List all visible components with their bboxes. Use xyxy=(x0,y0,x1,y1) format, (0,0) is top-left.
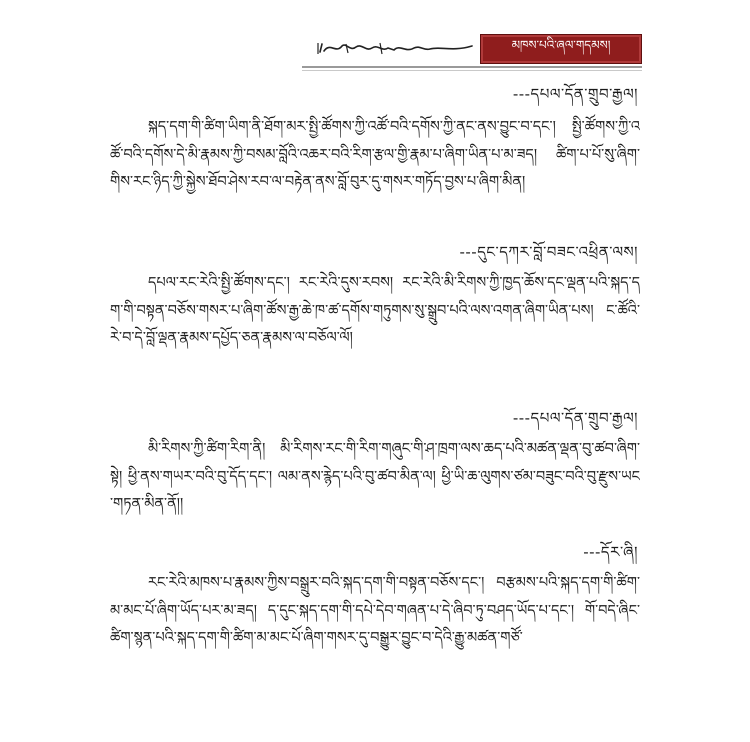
quote-attribution: ---དཔལ་དོན་གྲུབ་རྒྱལ། xyxy=(512,85,638,103)
quote-attribution: ---དཔལ་དོན་གྲུབ་རྒྱལ། xyxy=(512,409,638,427)
quote-attribution: ---དོར་ཞི། xyxy=(583,543,638,561)
page-header xyxy=(300,34,642,68)
quote-paragraph: དཔལ་རང་རེའི་སྤྱི་ཚོགས་དང་། རང་རེའི་དུས་རབས། རང་རེའི་མི་རིགས་ཀྱི་ཁྱད་ཆོས་དང་ལྡན་པའི་སྐད་དག་གི་བསྟན་བཅོས་གསར་པ་ཞིག་ཚོས་རྒྱ་ཆེ་ཁ་ཚ་དགོས་གཏུགས་སུ་སྒྲུབ་པའི་ལས་འགན་ཞིག་ཡིན་པས། ང་ཚོའི་རེ་བ་དེ་བློ་ལྡན་རྣམས་དཔྱོད་ཅན་རྣམས་ལ་བཅོལ་ལོ། xyxy=(110,275,640,346)
quote-paragraph: མི་རིགས་ཀྱི་ཚིག་རིག་ནི། མི་རིགས་རང་གི་རིག་གཞུང་གི་ཤ་ཁྲག་ལས་ཆད་པའི་མཚན་ལྡན་བུ་ཚབ་ཞིག་སྟེ། ཕྱི་ནས་གཡར་བའི་བུ་དོད་དང་། ལམ་ནས་རྙེད་པའི་བུ་ཚབ་མིན་ལ། ཕྱི་ཡི་ཆ་ལུགས་ཙམ་བཟུང་བའི་བུ་རྫུས་ཡང་གཏན་མིན་ནོ།། xyxy=(110,441,640,512)
quote-paragraph: སྐད་དག་གི་ཚིག་ཡིག་ནི་ཐོག་མར་སྤྱི་ཚོགས་ཀྱི་འཚོ་བའི་དགོས་ཀྱི་ནང་ནས་བྱུང་བ་དང་། སྤྱི་ཚོགས་ཀྱི་འཚོ་བའི་དགོས་དེ་མི་རྣམས་ཀྱི་བསམ་བློའི་འཆར་བའི་རིག་རྩལ་གྱི་རྣམ་པ་ཞིག་ཡིན་པ་མ་ཟད། ཚིག་པ་པོ་སུ་ཞིག་གིས་རང་ཉིད་ཀྱི་སྐྱེས་ཐོབ་ཤེས་རབ་ལ་བརྟེན་ནས་བློ་བུར་དུ་གསར་གཏོད་བྱས་པ་ཞིག་མིན། xyxy=(110,119,640,190)
header-rule xyxy=(302,66,642,68)
quote-paragraph: རང་རེའི་མཁས་པ་རྣམས་ཀྱིས་བསྒྲུར་བའི་སྐད་དག་གི་བསྟན་བཅོས་དང་། བརྩམས་པའི་སྐད་དག་གི་ཚིག་མ་མང་པོ་ཞིག་ཡོད་པར་མ་ཟད། ད་དུང་སྐད་དག་གི་དཔེ་དེབ་གཞན་པ་དེ་ཞིབ་ཏུ་བཤད་ཡོད་པ་དང་། གོ་བདེ་ཞིང་ཚིག་སྙན་པའི་སྐད་དག་གི་ཚིག་མ་མང་པོ་ཞིག་གསར་དུ་བསྒྱུར་བྱུང་བ་དེའི་རྒྱུ་མཚན་གཙོ་ xyxy=(110,575,640,646)
header-rule-thin xyxy=(302,70,642,71)
header-badge: མཁས་པའི་ཞལ་གདམས། xyxy=(480,34,642,64)
signature-calligraphy-logo xyxy=(316,40,476,58)
quote-attribution: ---དུང་དཀར་བློ་བཟང་འཕྲིན་ལས། xyxy=(459,243,638,261)
